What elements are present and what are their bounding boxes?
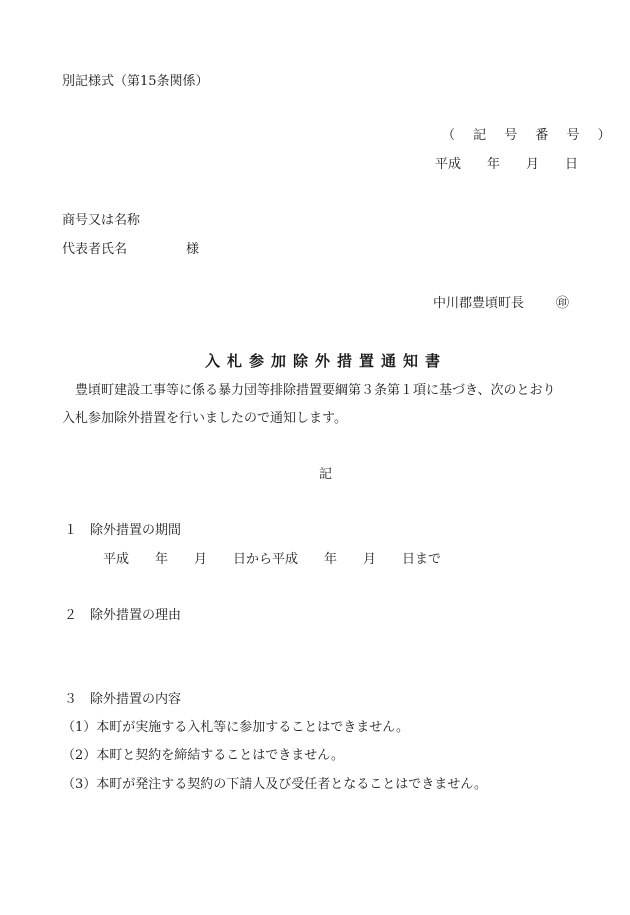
section-2-heading: ２ 除外措置の理由 xyxy=(64,608,182,623)
representative-name-label: 代表者氏名 xyxy=(62,242,128,257)
exclusion-period: 平成 年 月 日から平成 年 月 日まで xyxy=(103,552,442,567)
section-1-heading: １ 除外措置の期間 xyxy=(64,523,182,538)
content-item-2: （2）本町と契約を締結することはできません。 xyxy=(62,748,345,763)
ki-heading: 記 xyxy=(319,467,333,482)
issue-date: 平成 年 月 日 xyxy=(435,157,579,172)
body-line-1: 豊頃町建設工事等に係る暴力団等排除措置要綱第３条第１項に基づき、次のとおり xyxy=(75,383,556,398)
content-item-3: （3）本町が発注する契約の下請人及び受任者となることはできません。 xyxy=(62,777,488,792)
issuer-name: 中川郡豊頃町長 xyxy=(433,296,525,311)
form-label: 別記様式（第15条関係） xyxy=(62,74,209,89)
document-number-label: （ 記 号 番 号 ） xyxy=(442,128,611,143)
company-name-label: 商号又は名称 xyxy=(62,213,141,228)
content-item-1: （1）本町が実施する入札等に参加することはできません。 xyxy=(62,720,410,735)
section-3-heading: ３ 除外措置の内容 xyxy=(64,692,182,707)
seal-mark: ㊞ xyxy=(556,296,570,311)
body-line-2: 入札参加除外措置を行いましたので通知します。 xyxy=(62,411,347,426)
honorific-sama: 様 xyxy=(186,242,200,257)
document-title: 入札参加除外措置通知書 xyxy=(205,352,448,370)
